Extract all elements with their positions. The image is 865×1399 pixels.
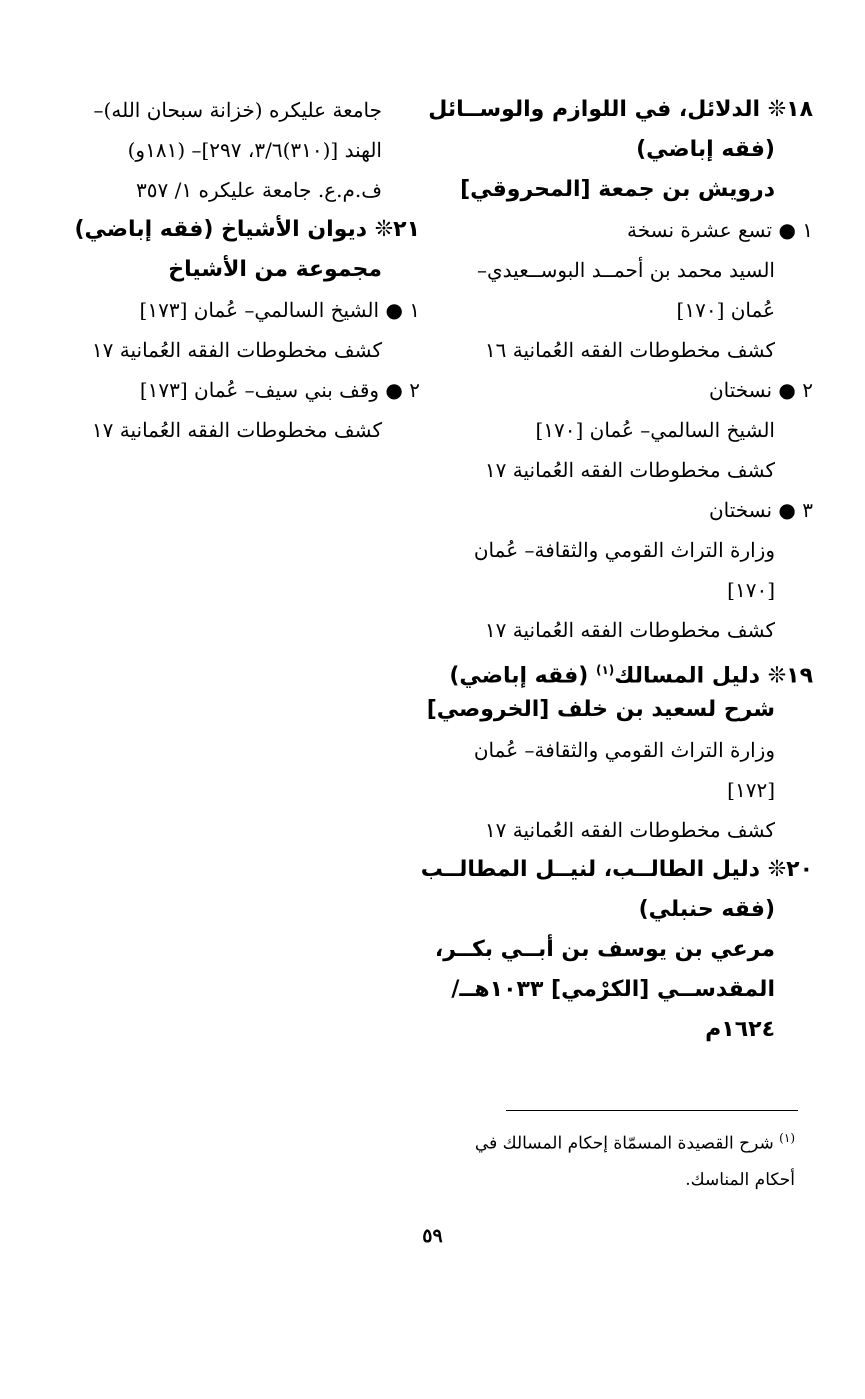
right-column-line <box>426 690 813 730</box>
right-column <box>420 90 813 1050</box>
line-text-tail: (فقه إباضي) <box>449 663 596 689</box>
line-text: ٢١❊ ديوان الأشياخ (فقه إباضي) <box>74 217 420 242</box>
page-number: ٥٩ <box>422 1225 443 1247</box>
line-text: ١ ● الشيخ السالمي– عُمان [١٧٣] <box>139 298 420 322</box>
line-text: (فقه حنبلي) <box>638 897 775 922</box>
right-column-line <box>468 250 813 290</box>
line-text: السيد محمد بن أحمــد البوســعيدي– <box>477 258 775 282</box>
left-column-line <box>75 210 420 250</box>
left-column <box>75 90 420 450</box>
line-text: ٢ ● نسختان <box>708 378 813 402</box>
line-text: ٢٠❊ دليل الطالــب، لنيــل المطالــب <box>420 857 813 882</box>
line-text: وزارة التراث القومي والثقافة– عُمان <box>473 538 775 562</box>
line-text: شرح لسعيد بن خلف [الخروصي] <box>426 697 775 722</box>
right-column-line <box>434 930 813 970</box>
right-column-line <box>468 290 813 330</box>
right-column-line <box>468 530 813 570</box>
line-text: درويش بن جمعة [المحروقي] <box>460 177 775 202</box>
right-column-line <box>468 730 813 770</box>
line-text: (فقه إباضي) <box>636 137 775 162</box>
line-text: ٢ ● وقف بني سيف– عُمان [١٧٣] <box>139 378 420 402</box>
right-column-line <box>468 450 813 490</box>
line-text: كشف مخطوطات الفقه العُمانية ١٧ <box>91 338 382 362</box>
line-text: الهند [(٣١٠)٣/٦، ٢٩٧]– (١٨١و) <box>127 138 382 162</box>
left-column-line <box>75 370 420 410</box>
left-column-line <box>75 330 420 370</box>
line-text: ف.م.ع. جامعة عليكره ١/ ٣٥٧ <box>136 178 382 202</box>
footnote-marker: (١) <box>779 1131 795 1145</box>
line-text: ١ ● تسع عشرة نسخة <box>626 218 813 242</box>
left-column-line <box>75 250 420 290</box>
line-text: وزارة التراث القومي والثقافة– عُمان <box>473 738 775 762</box>
line-text: ١٩❊ دليل المسالك <box>614 663 813 689</box>
right-column-line <box>468 570 813 610</box>
footnote <box>455 1120 795 1198</box>
right-column-line <box>451 970 813 1010</box>
right-column-line <box>468 1010 813 1050</box>
line-text: الشيخ السالمي– عُمان [١٧٠] <box>535 418 775 442</box>
line-text: كشف مخطوطات الفقه العُمانية ١٧ <box>484 618 775 642</box>
right-column-line <box>468 490 813 530</box>
right-column-line <box>468 890 813 930</box>
line-text: [١٧٠] <box>727 578 775 602</box>
footnote-divider <box>506 1110 798 1111</box>
line-text: [١٧٢] <box>727 778 775 802</box>
left-column-line <box>75 410 420 450</box>
right-column-line <box>428 90 813 130</box>
left-column-line <box>75 90 420 130</box>
line-text: كشف مخطوطات الفقه العُمانية ١٦ <box>484 338 775 362</box>
right-column-line <box>420 850 813 890</box>
line-text: عُمان [١٧٠] <box>676 298 775 322</box>
right-column-line <box>468 210 813 250</box>
right-column-line <box>468 330 813 370</box>
footnote-ref: (١) <box>595 663 615 677</box>
right-column-line <box>468 370 813 410</box>
line-text: مرعي بن يوسف بن أبــي بكــر، <box>434 937 775 962</box>
line-text: ١٨❊ الدلائل، في اللوازم والوســائل <box>428 97 813 122</box>
line-text: كشف مخطوطات الفقه العُمانية ١٧ <box>91 418 382 442</box>
line-text: جامعة عليكره (خزانة سبحان الله)– <box>93 98 382 122</box>
left-column-line <box>75 130 420 170</box>
footnote-text: شرح القصيدة المسمّاة إحكام المسالك في أحكام المناسك. <box>474 1133 795 1190</box>
right-column-line <box>449 650 813 690</box>
line-text: كشف مخطوطات الفقه العُمانية ١٧ <box>484 818 775 842</box>
right-column-line <box>468 610 813 650</box>
left-column-line <box>75 170 420 210</box>
right-column-line <box>460 170 813 210</box>
line-text: المقدســي [الكرْمي] ١٠٣٣هــ/ <box>451 977 775 1002</box>
line-text: مجموعة من الأشياخ <box>168 257 382 282</box>
right-column-line <box>468 130 813 170</box>
right-column-line <box>468 770 813 810</box>
line-text: ١٦٢٤م <box>705 1017 775 1042</box>
line-text: كشف مخطوطات الفقه العُمانية ١٧ <box>484 458 775 482</box>
left-column-line <box>75 290 420 330</box>
line-text: ٣ ● نسختان <box>708 498 813 522</box>
right-column-line <box>468 410 813 450</box>
right-column-line <box>468 810 813 850</box>
